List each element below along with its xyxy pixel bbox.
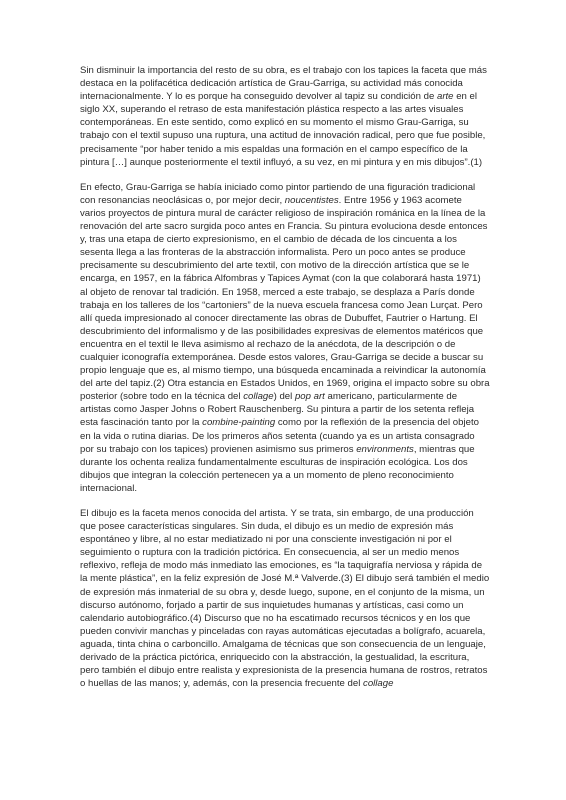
paragraph-text: El dibujo es la faceta menos conocida del artista. Y se trata, sin embargo, de una producción que posee características singulares. Sin duda, el dibujo es un medio de expresión más espontáneo y libre, al no estar mediatizado ni por una consciente investigación ni por el seguimiento o ruptura con la tradición pictórica. En consecuencia, al ser un medio menos reflexivo, refleja de modo más inmediato las emociones, es “la taquigrafía nerviosa y rápida de la mente plástica”, en la feliz expresión de José M.ª Valverde.(3) El dibujo será también el medio de expresión más inmaterial de su obra y, desde luego, supone, en el conjunto de la misma, un discurso autónomo, forjado a partir de sus inquietudes humanas y artísticas, casi como un calendario autobiográfico.(4) Discurso que no ha escatimado recursos técnicos y en los que pueden convivir manchas y pinceladas con rayas automáticas ejecutadas a bolígrafo, acuarela, aguada, tinta china o carboncillo. Amalgama de técnicas que son consecuencia de un lenguaje, derivado de la práctica pictórica, enriquecido con la abstracción, la gestualidad, la escritura, pero también el dibujo entre realista y expresionista de la presencia humana de rostros, retratos o huellas de las manos; y, además, con la presencia frecuente del [80, 508, 490, 690]
paragraph-2 [80, 181, 490, 495]
italic-term: pop art [294, 391, 325, 403]
italic-term: environments [356, 443, 414, 455]
paragraph-text: Sin disminuir la importancia del resto de su obra, es el trabajo con los tapices la faceta que más destaca en la polifacética dedicación artística de Grau-Garriga, su actividad más conocida internacionalmente. Y lo es porque ha conseguido devolver al tapiz su condición de [80, 65, 487, 103]
paragraph-text: americano, particularmente de artistas como Jasper Johns o Robert Rauschenberg. Su pintura a partir de los setenta refleja esta fascinación tanto por la [80, 391, 475, 429]
paragraph-3 [80, 507, 490, 690]
italic-term: arte [436, 91, 454, 103]
italic-term: combine-painting [202, 417, 276, 429]
paragraph-text: . Entre 1956 y 1963 acomete varios proyectos de pintura mural de carácter religioso de inspiración románica en la línea de la renovación del arte sacro surgida poco antes en Francia. Su pintura evoluciona desde entonces y, tras una etapa de cierto expresionismo, en el cambio de década de los cincuenta a los sesenta llega a las fronteras de la abstracción informalista. Pero un poco antes se produce precisamente su descubrimiento del arte textil, con motivo de la dirección artística que se le encarga, en 1957, en la fábrica Alfombras y Tapices Aymat (con la que colaborará hasta 1971) al objeto de renovar tal tradición. En 1958, merced a este trabajo, se desplaza a París donde trabaja en los talleres de los “cartoniers” de la nueva escuela francesa como Jean Lurçat. Pero allí queda impresionado al conocer directamente las obras de Dubuffet, Fautrier o Hartung. El descubrimiento del informalismo y de las posibilidades expresivas de elementos matéricos que encuentra en el textil le lleva asimismo al rechazo de la anécdota, de la descripción o de cualquier iconografía extemporánea. Desde estos valores, Grau-Garriga se decide a buscar su propio lenguaje que es, al mismo tiempo, una búsqueda encaminada a reivindicar la autonomía del arte del tapiz.(2) Otra estancia en Estados Unidos, en 1969, origina el impacto sobre su obra posterior (sobre todo en la técnica del [80, 194, 490, 403]
paragraph-text: En efecto, Grau-Garriga se había iniciado como pintor partiendo de una figuración tradicional con resonancias neoclásicas o, por mejor decir, [80, 181, 476, 206]
italic-term: collage [363, 678, 394, 690]
italic-term: collage [243, 391, 274, 403]
italic-term: noucentistes [284, 194, 339, 206]
paragraph-text: en el siglo XX, superando el retraso de esta manifestación plástica respecto a las artes visuales contemporáneas. En este sentido, como explicó en su momento el mismo Grau-Garriga, su trabajo con el textil supuso una ruptura, una actitud de innovación radical, pero que fue posible, precisamente “por haber tenido a mis espaldas una formación en el campo específico de la pintura […] aunque posteriormente el textil influyó, a su vez, en mi pintura y en mis dibujos”.(1) [80, 91, 486, 168]
paragraph-text: , mientras que durante los ochenta realiza fundamentalmente esculturas de inspiración ecológica. Los dos dibujos que integran la colección pertenecen ya a un momento de pleno reconocimiento internacional. [80, 443, 475, 494]
paragraph-text: como por la reflexión de la presencia del objeto en la vida o rutina diarias. De los primeros años setenta (cuando ya es un artista consagrado por su trabajo con los tapices) provienen asimismo sus primeros [80, 417, 479, 455]
paragraph-text: ) del [273, 391, 295, 403]
document-body [80, 64, 490, 702]
paragraph-1 [80, 64, 490, 169]
